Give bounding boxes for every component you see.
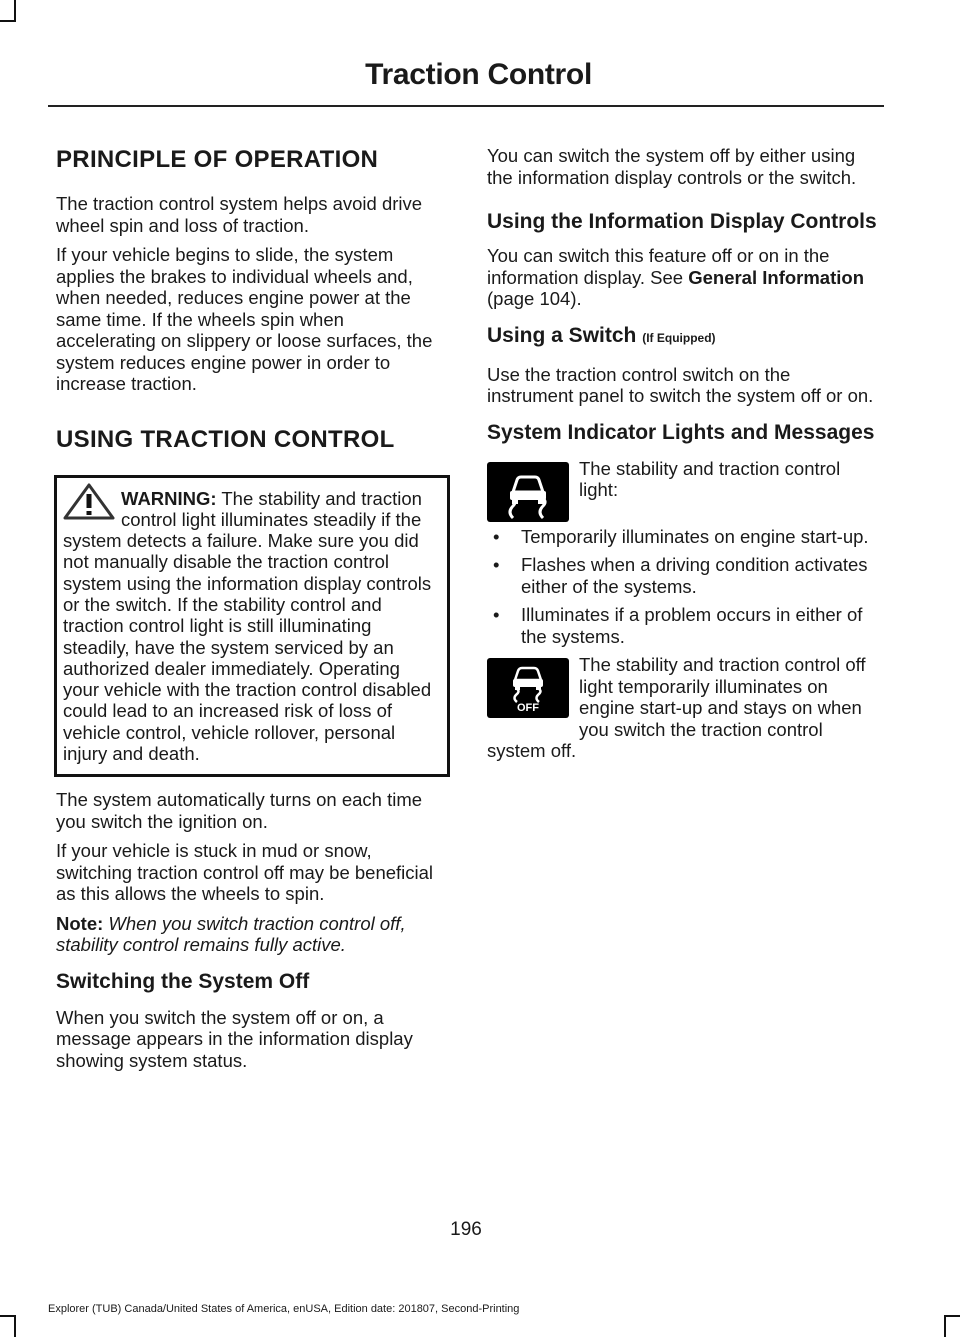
edition-footer: Explorer (TUB) Canada/United States of America, enUSA, Edition date: 201807, Second-Printing <box>48 1303 520 1315</box>
paragraph: Use the traction control switch on the instrument panel to switch the system off or on. <box>487 363 874 406</box>
warning-body: The stability and traction control light illuminates steadily if the system detects a failure. Make sure you did not manually disable the traction control system using the information display controls or the switch. If the stability control and traction control light is still illuminating steadily, have the system serviced by an authorized dealer immediately. Operating your vehicle with the traction control disabled could lead to an increased risk of loss of vehicle control, vehicle rollover, personal injury and death. <box>63 487 432 765</box>
paragraph: If your vehicle is stuck in mud or snow, switching traction control off may be beneficial as this allows the wheels to spin. <box>56 840 434 905</box>
heading-info-display-controls: Using the Information Display Controls <box>487 210 877 233</box>
heading-switching-system-off: Switching the System Off <box>56 969 310 993</box>
text: You can switch this feature off or on in the information display. See <box>487 245 830 288</box>
note-text: When you switch traction control off, stability control remains fully active. <box>56 912 406 956</box>
page-title: Traction Control <box>365 58 592 91</box>
left-column <box>56 145 446 1079</box>
title-rule <box>48 105 884 107</box>
right-column <box>487 145 879 770</box>
heading-using-a-switch <box>487 324 879 350</box>
traction-control-light-icon <box>487 462 569 522</box>
page-number: 196 <box>450 1219 482 1240</box>
off-label: OFF <box>517 702 539 714</box>
if-equipped-label: (If Equipped) <box>642 330 716 345</box>
crop-mark <box>0 20 16 22</box>
list-item: • Illuminates if a problem occurs in either of the systems. <box>487 604 879 647</box>
heading-principle-of-operation: PRINCIPLE OF OPERATION <box>56 146 379 173</box>
warning-label: WARNING: <box>121 487 217 509</box>
general-information-link[interactable]: General Information <box>688 266 864 288</box>
indicator-off-row <box>487 654 879 762</box>
indicator-behavior-list <box>487 526 879 648</box>
note <box>56 913 446 956</box>
warning-triangle-icon <box>61 482 117 522</box>
crop-mark <box>14 0 16 22</box>
crop-mark <box>944 1315 960 1317</box>
text: (page 104). <box>487 288 582 309</box>
heading-text: Using a Switch <box>487 323 637 347</box>
traction-control-off-light-icon <box>487 658 569 718</box>
crop-mark <box>14 1315 16 1337</box>
warning-text <box>63 488 440 765</box>
indicator-row <box>487 458 879 526</box>
paragraph <box>487 245 879 310</box>
heading-using-traction-control: USING TRACTION CONTROL <box>56 425 395 453</box>
paragraph: If your vehicle begins to slide, the system applies the brakes to individual wheels and, when needed, reduces engine power at the same time. If the wheels spin when accelerating on slippery or loose surfaces, the system reduces engine power in order to increase traction. <box>56 244 433 394</box>
paragraph: When you switch the system off or on, a message appears in the information display showing system status. <box>56 1006 413 1071</box>
indicator-description: The stability and traction control light: <box>579 457 841 500</box>
paragraph: You can switch the system off by either using the information display controls or the switch. <box>487 145 857 188</box>
crop-mark <box>0 1315 16 1317</box>
paragraph: The system automatically turns on each time you switch the ignition on. <box>56 789 423 832</box>
note-label: Note: <box>56 912 104 934</box>
crop-mark <box>944 1315 946 1337</box>
warning-box <box>54 475 450 778</box>
heading-system-indicator-lights: System Indicator Lights and Messages <box>487 420 875 444</box>
paragraph: The traction control system helps avoid drive wheel spin and loss of traction. <box>56 193 423 236</box>
list-item: • Temporarily illuminates on engine start-up. <box>487 526 879 548</box>
list-item: • Flashes when a driving condition activates either of the systems. <box>487 554 879 597</box>
indicator-off-description: The stability and traction control off light temporarily illuminates on engine start-up and stays on when you switch the traction control system off. <box>487 654 866 761</box>
